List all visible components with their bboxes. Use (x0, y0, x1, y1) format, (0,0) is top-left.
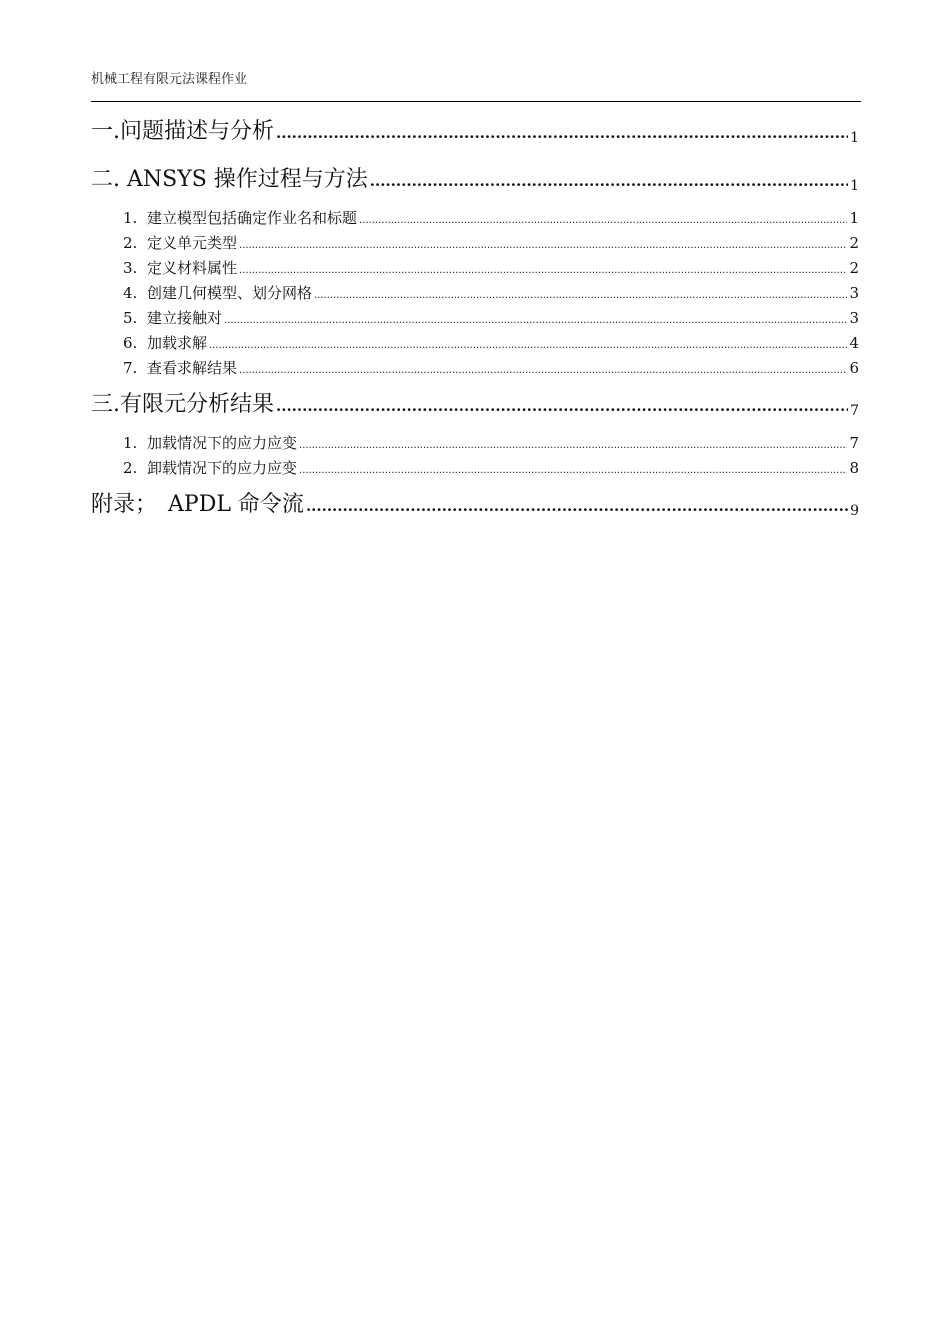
toc-subsection-2-4[interactable] (91, 281, 859, 306)
toc-section-title: 一.问题描述与分析 (91, 119, 274, 144)
toc-leader-dots (276, 382, 848, 430)
toc-page-number: 2 (849, 234, 859, 252)
header-title: 机械工程有限元法课程作业 (91, 72, 248, 87)
toc-page-number: 3 (849, 309, 859, 327)
toc-subsection-2-3[interactable] (91, 256, 859, 281)
toc-subsection-title (123, 231, 237, 256)
toc-subsection-text: 查看求解结果 (147, 359, 238, 377)
toc-subsection-title (123, 206, 357, 231)
toc-leader-dots (359, 208, 847, 233)
toc-subsection-2-5[interactable] (91, 306, 859, 331)
toc-subsection-title (123, 331, 207, 356)
toc-subsection-text: 加载情况下的应力应变 (147, 434, 298, 452)
toc-subsection-title (123, 356, 237, 381)
toc-subsection-number: 4. (123, 284, 138, 302)
toc-leader-dots (299, 458, 847, 483)
toc-subsection-title (123, 456, 297, 481)
toc-subsection-2-6[interactable] (91, 331, 859, 356)
toc-subsection-text: 定义单元类型 (147, 234, 238, 252)
toc-subsection-text: 卸载情况下的应力应变 (147, 459, 298, 477)
toc-appendix[interactable] (91, 481, 859, 529)
toc-page-number: 4 (849, 334, 859, 352)
toc-subsection-number: 5. (123, 309, 138, 327)
toc-subsection-number: 7. (123, 359, 138, 377)
toc-section-title: 三.有限元分析结果 (91, 392, 274, 417)
toc-page-number: 1 (850, 130, 859, 146)
toc-leader-dots (370, 157, 848, 205)
toc-section-2[interactable] (91, 156, 859, 204)
toc-subsection-text: 加载求解 (147, 334, 208, 352)
toc-page-number: 9 (850, 503, 859, 519)
toc-subsection-text: 建立模型包括确定作业名和标题 (147, 209, 358, 227)
toc-subsection-number: 1. (123, 434, 138, 452)
toc-section-title: 二. ANSYS 操作过程与方法 (91, 167, 368, 192)
toc-leader-dots (314, 283, 847, 308)
page-header (91, 70, 861, 102)
toc-page-number: 1 (850, 178, 859, 194)
toc-leader-dots (276, 109, 848, 157)
toc-section-1[interactable] (91, 108, 859, 156)
toc-subsection-text: 建立接触对 (147, 309, 223, 327)
toc-subsection-title (123, 306, 222, 331)
toc-subsection-title (123, 431, 297, 456)
toc-subsection-text: 定义材料属性 (147, 259, 238, 277)
toc-leader-dots (224, 308, 847, 333)
toc-section-3[interactable] (91, 381, 859, 429)
toc-subsection-2-1[interactable] (91, 206, 859, 231)
toc-page-number: 6 (849, 359, 859, 377)
toc-subsection-number: 2. (123, 234, 138, 252)
toc-subsection-2-7[interactable] (91, 356, 859, 381)
toc-page-number: 8 (849, 459, 859, 477)
toc-subsection-number: 1. (123, 209, 138, 227)
toc-leader-dots (306, 482, 848, 530)
toc-leader-dots (299, 433, 847, 458)
toc-subsection-number: 6. (123, 334, 138, 352)
table-of-contents (91, 108, 859, 529)
toc-subsection-3-2[interactable] (91, 456, 859, 481)
toc-leader-dots (209, 333, 847, 358)
toc-subsection-3-1[interactable] (91, 431, 859, 456)
toc-subsection-title (123, 256, 237, 281)
toc-leader-dots (239, 258, 847, 283)
toc-leader-dots (239, 233, 847, 258)
toc-page-number: 7 (850, 403, 859, 419)
toc-leader-dots (239, 358, 847, 383)
toc-subsection-number: 2. (123, 459, 138, 477)
toc-page-number: 7 (849, 434, 859, 452)
toc-page-number: 1 (849, 209, 859, 227)
toc-section-title: 附录； APDL 命令流 (91, 492, 304, 517)
toc-page-number: 2 (849, 259, 859, 277)
toc-subsection-text: 创建几何模型、划分网格 (147, 284, 313, 302)
toc-page-number: 3 (849, 284, 859, 302)
toc-subsection-number: 3. (123, 259, 138, 277)
toc-subsection-2-2[interactable] (91, 231, 859, 256)
toc-subsection-title (123, 281, 312, 306)
